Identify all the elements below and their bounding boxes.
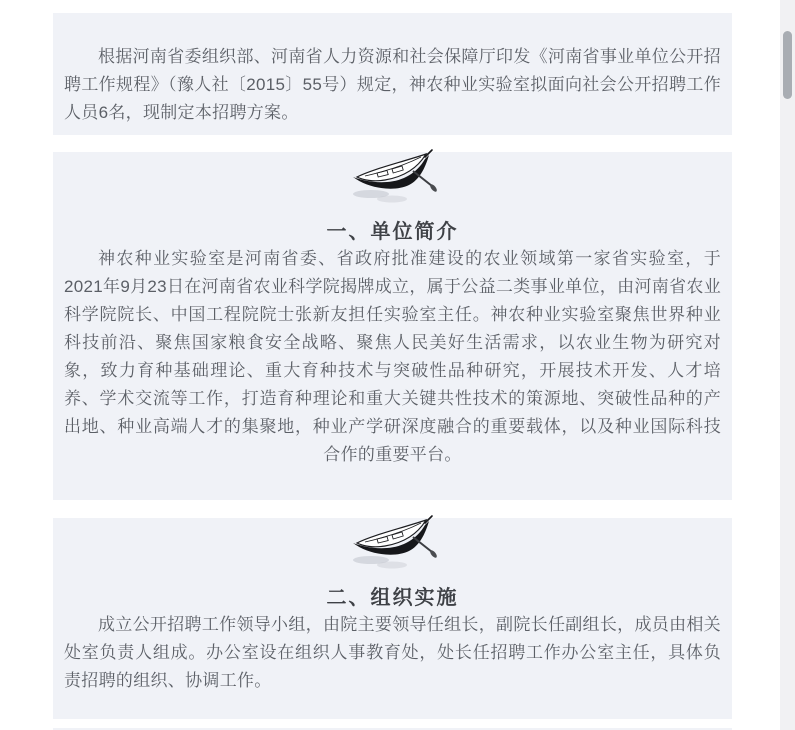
intro-paragraph: 根据河南省委组织部、河南省人力资源和社会保障厅印发《河南省事业单位公开招聘工作规程》（豫人社〔2015〕55号）规定，神农种业实验室拟面向社会公开招聘工作人员6名，现制定本招聘方案。 bbox=[64, 47, 721, 122]
section-block-1 bbox=[53, 152, 732, 500]
scrollbar-track[interactable] bbox=[780, 0, 795, 730]
intro-block bbox=[53, 13, 732, 135]
scrollbar-thumb[interactable] bbox=[783, 31, 792, 99]
section-heading: 二、组织实施 bbox=[326, 587, 459, 609]
ink-boat-icon bbox=[64, 513, 721, 571]
section-block-2 bbox=[53, 518, 732, 719]
section-heading: 一、单位简介 bbox=[326, 221, 459, 243]
section-body: 神农种业实验室是河南省委、省政府批准建设的农业领域第一家省实验室，于2021年9月23日在河南省农业科学院揭牌成立，属于公益二类事业单位，由河南省农业科学院院长、中国工程院院士张新友担任实验室主任。神农种业实验室聚焦世界种业科技前沿、聚焦国家粮食安全战略、聚焦人民美好生活需求，以农业生物为研究对象，致力育种基础理论、重大育种技术与突破性品种研究，开展技术开发、人才培养、学术交流等工作，打造育种理论和重大关键共性技术的策源地、突破性品种的产出地、种业高端人才的集聚地，种业产学研深度融合的重要载体，以及种业国际科技合作的重要平台。 bbox=[64, 249, 721, 464]
section-body: 成立公开招聘工作领导小组，由院主要领导任组长，副院长任副组长，成员由相关处室负责人组成。办公室设在组织人事教育处，处长任招聘工作办公室主任，具体负责招聘的组织、协调工作。 bbox=[64, 615, 721, 690]
ink-boat-icon bbox=[64, 147, 721, 205]
